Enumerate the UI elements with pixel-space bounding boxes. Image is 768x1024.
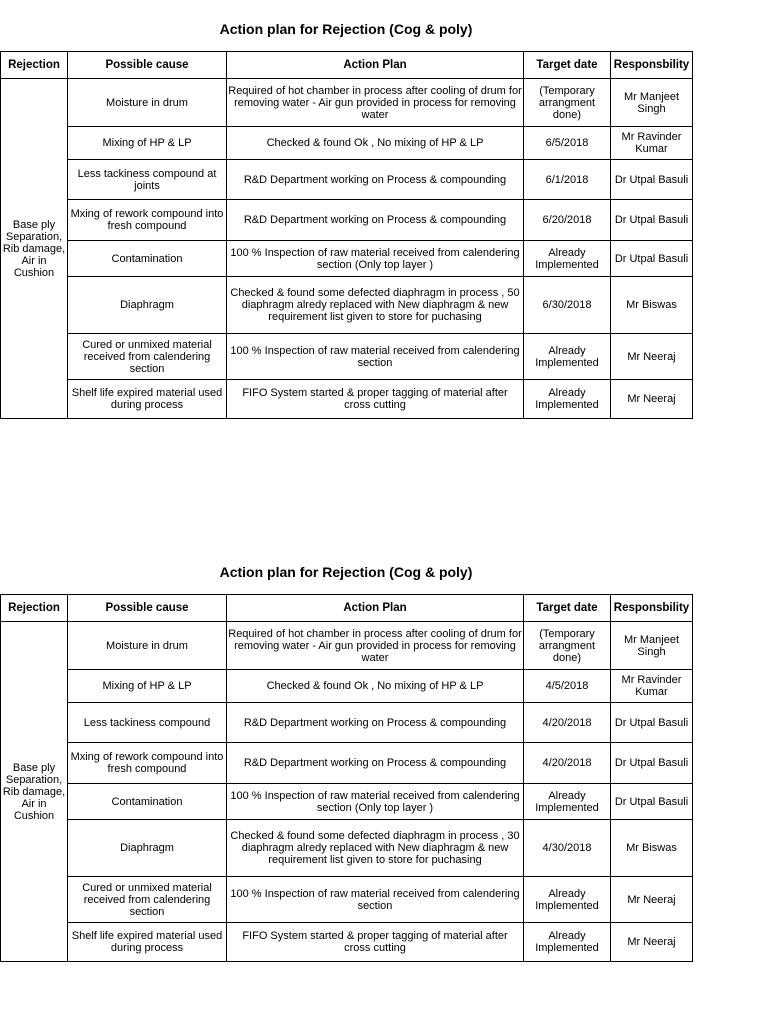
rejection-cell: Base ply Separation, Rib damage, Air in Cushion — [1, 622, 68, 962]
header-responsibility: Responsbility — [611, 595, 693, 622]
rejection-cell: Base ply Separation, Rib damage, Air in Cushion — [1, 79, 68, 419]
action-plan-table — [0, 594, 693, 962]
header-row — [1, 52, 693, 79]
header-target-date: Target date — [524, 52, 611, 79]
action-plan-section-2 — [0, 561, 692, 962]
responsibility-cell: Dr Utpal Basuli — [611, 703, 693, 743]
header-action-plan: Action Plan — [227, 595, 524, 622]
cause-cell: Shelf life expired material used during process — [68, 380, 227, 419]
responsibility-cell: Dr Utpal Basuli — [611, 200, 693, 241]
responsibility-cell: Mr Ravinder Kumar — [611, 670, 693, 703]
section-title: Action plan for Rejection (Cog & poly) — [219, 564, 473, 580]
header-rejection: Rejection — [1, 52, 68, 79]
cause-cell: Mxing of rework compound into fresh compound — [68, 200, 227, 241]
target-date-cell: 6/1/2018 — [524, 160, 611, 200]
action-cell: Checked & found Ok , No mixing of HP & LP — [227, 127, 524, 160]
action-plan-section-1 — [0, 18, 692, 419]
table-row — [1, 670, 693, 703]
table-row — [1, 200, 693, 241]
target-date-cell: 4/5/2018 — [524, 670, 611, 703]
header-responsibility: Responsbility — [611, 52, 693, 79]
table-row — [1, 79, 693, 127]
cause-cell: Contamination — [68, 241, 227, 277]
header-possible-cause: Possible cause — [68, 595, 227, 622]
table-row — [1, 820, 693, 877]
section-title: Action plan for Rejection (Cog & poly) — [219, 21, 473, 37]
cause-cell: Less tackiness compound at joints — [68, 160, 227, 200]
cause-cell: Cured or unmixed material received from calendering section — [68, 877, 227, 923]
target-date-cell: 4/20/2018 — [524, 703, 611, 743]
target-date-cell: 4/30/2018 — [524, 820, 611, 877]
table-row — [1, 703, 693, 743]
responsibility-cell: Mr Manjeet Singh — [611, 622, 693, 670]
cause-cell: Less tackiness compound — [68, 703, 227, 743]
target-date-cell: (Temporary arrangment done) — [524, 79, 611, 127]
action-cell: 100 % Inspection of raw material received from calendering section — [227, 877, 524, 923]
action-plan-table — [0, 51, 693, 419]
action-cell: R&D Department working on Process & compounding — [227, 703, 524, 743]
target-date-cell: Already Implemented — [524, 784, 611, 820]
header-target-date: Target date — [524, 595, 611, 622]
header-action-plan: Action Plan — [227, 52, 524, 79]
action-cell: 100 % Inspection of raw material received from calendering section (Only top layer ) — [227, 784, 524, 820]
cause-cell: Moisture in drum — [68, 79, 227, 127]
responsibility-cell: Dr Utpal Basuli — [611, 241, 693, 277]
target-date-cell: Already Implemented — [524, 334, 611, 380]
header-row — [1, 595, 693, 622]
table-row — [1, 923, 693, 962]
action-cell: Required of hot chamber in process after cooling of drum for removing water - Air gun provided in process for removing water — [227, 79, 524, 127]
responsibility-cell: Dr Utpal Basuli — [611, 784, 693, 820]
responsibility-cell: Mr Neeraj — [611, 334, 693, 380]
cause-cell: Mixing of HP & LP — [68, 127, 227, 160]
action-cell: 100 % Inspection of raw material received from calendering section — [227, 334, 524, 380]
target-date-cell: Already Implemented — [524, 380, 611, 419]
cause-cell: Contamination — [68, 784, 227, 820]
target-date-cell: Already Implemented — [524, 241, 611, 277]
action-cell: Required of hot chamber in process after cooling of drum for removing water - Air gun provided in process for removing water — [227, 622, 524, 670]
responsibility-cell: Mr Neeraj — [611, 877, 693, 923]
table-row — [1, 277, 693, 334]
table-row — [1, 877, 693, 923]
table-row — [1, 127, 693, 160]
cause-cell: Diaphragm — [68, 820, 227, 877]
cause-cell: Shelf life expired material used during process — [68, 923, 227, 962]
header-rejection: Rejection — [1, 595, 68, 622]
action-cell: Checked & found some defected diaphragm in process , 50 diaphragm alredy replaced with New diaphragm & new requirement list given to store for puchasing — [227, 277, 524, 334]
responsibility-cell: Mr Neeraj — [611, 380, 693, 419]
responsibility-cell: Mr Biswas — [611, 820, 693, 877]
cause-cell: Mxing of rework compound into fresh compound — [68, 743, 227, 784]
table-row — [1, 784, 693, 820]
table-row — [1, 380, 693, 419]
cause-cell: Cured or unmixed material received from calendering section — [68, 334, 227, 380]
target-date-cell: (Temporary arrangment done) — [524, 622, 611, 670]
responsibility-cell: Mr Biswas — [611, 277, 693, 334]
header-possible-cause: Possible cause — [68, 52, 227, 79]
table-row — [1, 160, 693, 200]
target-date-cell: 6/30/2018 — [524, 277, 611, 334]
action-cell: FIFO System started & proper tagging of material after cross cutting — [227, 380, 524, 419]
action-cell: 100 % Inspection of raw material received from calendering section (Only top layer ) — [227, 241, 524, 277]
target-date-cell: Already Implemented — [524, 923, 611, 962]
action-cell: Checked & found Ok , No mixing of HP & LP — [227, 670, 524, 703]
cause-cell: Moisture in drum — [68, 622, 227, 670]
target-date-cell: 4/20/2018 — [524, 743, 611, 784]
table-row — [1, 241, 693, 277]
responsibility-cell: Mr Ravinder Kumar — [611, 127, 693, 160]
target-date-cell: 6/5/2018 — [524, 127, 611, 160]
action-cell: Checked & found some defected diaphragm in process , 30 diaphragm alredy replaced with New diaphragm & new requirement list given to store for puchasing — [227, 820, 524, 877]
cause-cell: Diaphragm — [68, 277, 227, 334]
target-date-cell: 6/20/2018 — [524, 200, 611, 241]
responsibility-cell: Dr Utpal Basuli — [611, 743, 693, 784]
responsibility-cell: Mr Neeraj — [611, 923, 693, 962]
table-row — [1, 622, 693, 670]
table-row — [1, 334, 693, 380]
responsibility-cell: Mr Manjeet Singh — [611, 79, 693, 127]
table-row — [1, 743, 693, 784]
action-cell: FIFO System started & proper tagging of material after cross cutting — [227, 923, 524, 962]
target-date-cell: Already Implemented — [524, 877, 611, 923]
action-cell: R&D Department working on Process & compounding — [227, 743, 524, 784]
cause-cell: Mixing of HP & LP — [68, 670, 227, 703]
action-cell: R&D Department working on Process & compounding — [227, 160, 524, 200]
action-cell: R&D Department working on Process & compounding — [227, 200, 524, 241]
responsibility-cell: Dr Utpal Basuli — [611, 160, 693, 200]
